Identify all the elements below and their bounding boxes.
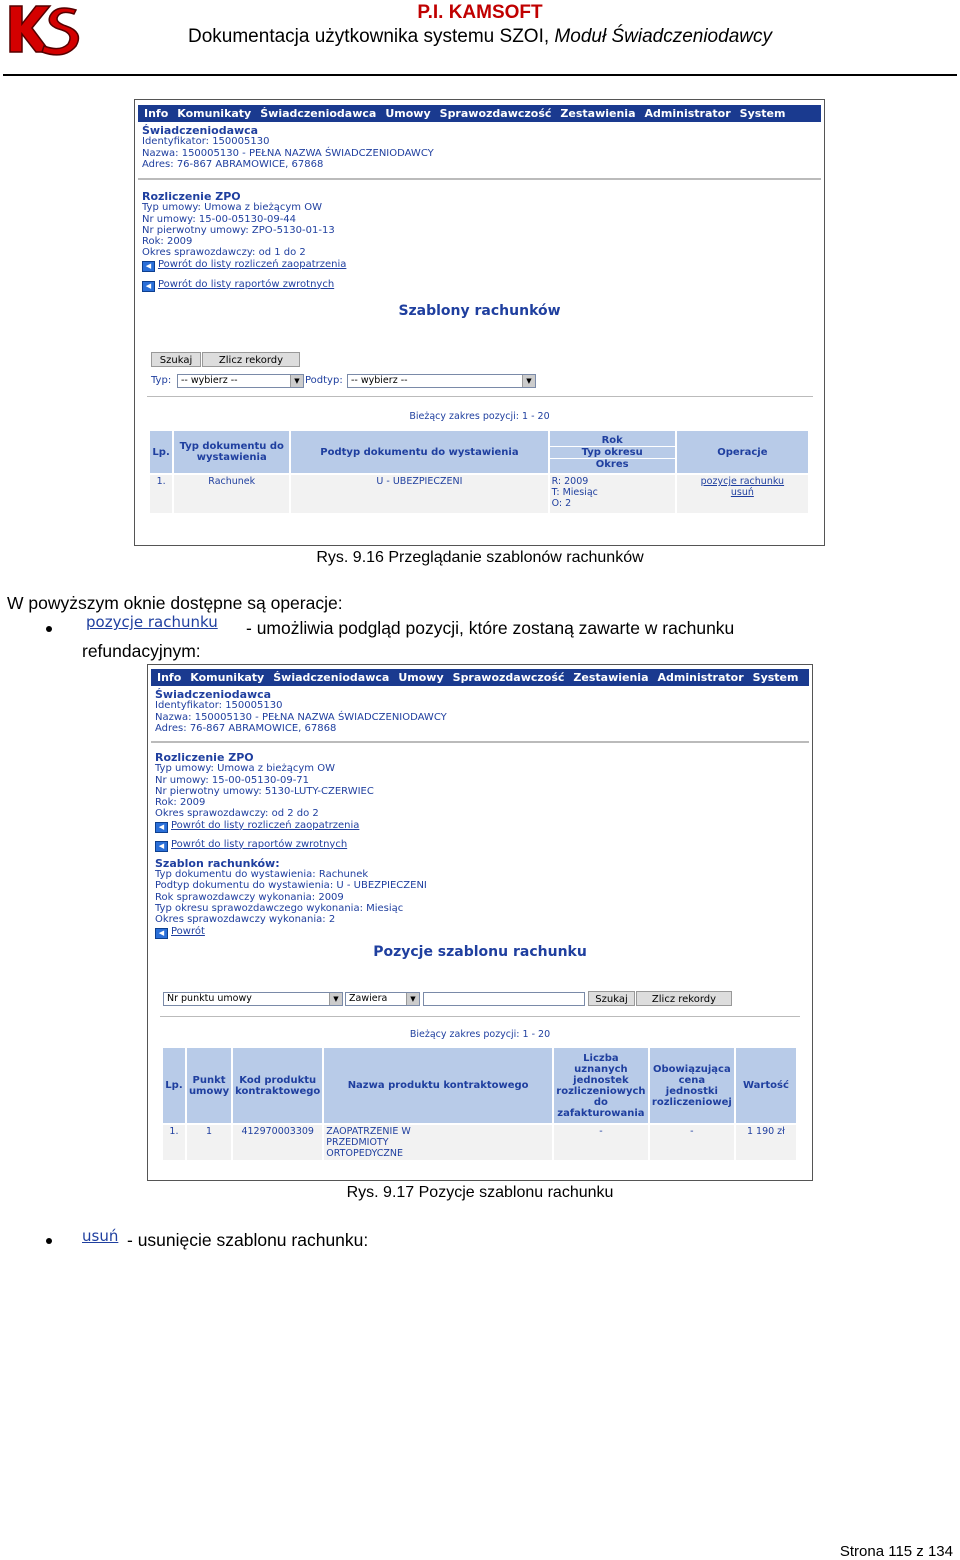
back-to-reports-label: Powrót do listy raportów zwrotnych	[171, 838, 348, 850]
settlement-heading: Rozliczenie ZPO	[155, 751, 254, 764]
contract-number: Nr umowy: 15-00-05130-09-71	[155, 774, 310, 786]
document-title-main: Dokumentacja użytkownika systemu SZOI,	[188, 26, 555, 47]
document-title	[0, 26, 960, 48]
chevron-down-icon: ▼	[329, 993, 342, 1005]
cell-nazwa: ZAOPATRZENIE W PRZEDMIOTY ORTOPEDYCZNE	[324, 1125, 552, 1160]
back-to-settlements-link[interactable]	[155, 820, 427, 833]
col-podtyp-dokumentu: Podtyp dokumentu do wystawienia	[291, 431, 547, 473]
filter-divider	[147, 396, 813, 397]
contract-number: Nr umowy: 15-00-05130-09-44	[142, 213, 297, 225]
cell-typ: Rachunek	[174, 475, 289, 513]
provider-id: Identyfikator: 150005130	[142, 136, 270, 148]
menu-item-umowy[interactable]: Umowy	[398, 671, 444, 684]
back-arrow-icon: ◀	[155, 822, 168, 833]
year: Rok: 2009	[142, 236, 193, 248]
provider-info	[142, 125, 434, 170]
settlement-info	[142, 191, 346, 292]
col-rok-typ-okres	[550, 431, 675, 473]
col-okres: Okres	[595, 458, 629, 470]
type-filter-value: -- wybierz --	[181, 375, 238, 386]
menu-item-system[interactable]: System	[752, 671, 799, 684]
filter-divider	[160, 1016, 800, 1017]
col-rok: Rok	[550, 435, 675, 447]
operator-select-value: Zawiera	[349, 993, 388, 1004]
search-button[interactable]: Szukaj	[588, 991, 635, 1006]
usun-link[interactable]: usuń	[730, 487, 754, 498]
bullet2-description: - usunięcie szablonu rachunku:	[127, 1230, 369, 1250]
range-info: Bieżący zakres pozycji: 1 - 20	[409, 411, 550, 422]
subtype-filter-label: Podtyp:	[305, 375, 343, 386]
page-title: Szablony rachunków	[398, 303, 561, 319]
menu-item-umowy[interactable]: Umowy	[385, 107, 431, 120]
template-heading: Szablon rachunków:	[155, 856, 280, 870]
cell-podtyp: U - UBEZPIECZENI	[291, 475, 547, 513]
usun-inline-link: usuń	[82, 1227, 119, 1245]
col-wartosc: Wartość	[736, 1048, 796, 1123]
chevron-down-icon: ▼	[290, 375, 303, 387]
type-filter-label: Typ:	[151, 375, 172, 386]
search-button[interactable]: Szukaj	[151, 352, 201, 367]
provider-id: Identyfikator: 150005130	[155, 700, 283, 712]
main-menu	[138, 105, 821, 122]
menu-item-sprawozdawczosc[interactable]: Sprawozdawczość	[439, 107, 552, 120]
original-contract-number: Nr pierwotny umowy: ZPO-5130-01-13	[142, 224, 335, 236]
reporting-period: Okres sprawozdawczy: od 2 do 2	[155, 808, 319, 820]
section-divider	[138, 178, 821, 180]
back-to-settlements-label: Powrót do listy rozliczeń zaopatrzenia	[158, 258, 347, 270]
year: Rok: 2009	[155, 797, 206, 809]
menu-item-komunikaty[interactable]: Komunikaty	[190, 671, 265, 684]
menu-item-info[interactable]: Info	[157, 671, 182, 684]
back-to-reports-label: Powrót do listy raportów zwrotnych	[158, 278, 335, 290]
screenshot-pozycje	[147, 664, 813, 1181]
table-row	[163, 1125, 796, 1160]
template-doc-subtype: Podtyp dokumentu do wystawienia: U - UBEZPIECZENI	[155, 880, 427, 892]
operator-select[interactable]	[345, 992, 420, 1006]
intro-paragraph: W powyższym oknie dostępne są operacje:	[7, 593, 343, 613]
bullet-dot	[46, 1238, 52, 1244]
col-nazwa-produktu: Nazwa produktu kontraktowego	[324, 1048, 552, 1123]
back-arrow-icon: ◀	[142, 261, 155, 272]
settlement-heading: Rozliczenie ZPO	[142, 190, 241, 203]
bullet1-description: - umożliwia podgląd pozycji, które zostaną zawarte w rachunku	[246, 618, 735, 638]
cell-typ-okresu: T: Miesiąc	[551, 487, 598, 498]
bullet1-continuation: refundacyjnym:	[82, 641, 201, 661]
back-to-settlements-link[interactable]	[142, 259, 346, 272]
provider-name: Nazwa: 150005130 - PEŁNA NAZWA ŚWIADCZENIODAWCY	[142, 147, 434, 159]
template-year: Rok sprawozdawczy wykonania: 2009	[155, 891, 344, 903]
reporting-period: Okres sprawozdawczy: od 1 do 2	[142, 247, 306, 259]
cell-cena: -	[650, 1125, 734, 1160]
pozycje-rachunku-link[interactable]: pozycje rachunku	[700, 476, 785, 487]
subtype-filter-select[interactable]	[347, 374, 536, 388]
document-title-module: Moduł Świadczeniodawcy	[554, 26, 772, 47]
menu-item-komunikaty[interactable]: Komunikaty	[177, 107, 252, 120]
contract-type: Typ umowy: Umowa z bieżącym OW	[155, 763, 335, 775]
settlement-info	[155, 752, 427, 939]
menu-item-sprawozdawczosc[interactable]: Sprawozdawczość	[452, 671, 565, 684]
cell-liczba: -	[554, 1125, 648, 1160]
positions-table	[161, 1046, 798, 1162]
col-lp: Lp.	[150, 431, 172, 473]
table-header-row	[163, 1048, 796, 1123]
type-filter-select[interactable]	[177, 374, 304, 388]
menu-item-zestawienia[interactable]: Zestawienia	[573, 671, 649, 684]
contract-type: Typ umowy: Umowa z bieżącym OW	[142, 202, 322, 214]
col-operacje: Operacje	[677, 431, 808, 473]
back-arrow-icon: ◀	[155, 928, 168, 939]
back-link[interactable]	[155, 926, 427, 939]
count-records-button[interactable]: Zlicz rekordy	[202, 352, 300, 367]
subtype-filter-value: -- wybierz --	[351, 375, 408, 386]
chevron-down-icon: ▼	[522, 375, 535, 387]
screenshot-szablony	[134, 99, 825, 546]
provider-address: Adres: 76-867 ABRAMOWICE, 67868	[155, 722, 337, 734]
template-period-type: Typ okresu sprawozdawczego wykonania: Miesiąc	[155, 902, 404, 914]
table-header-row	[150, 431, 808, 473]
figure-caption-2: Rys. 9.17 Pozycje szablonu rachunku	[346, 1184, 614, 1201]
search-text-input[interactable]	[423, 992, 585, 1006]
section-divider	[151, 741, 809, 743]
col-typ-okresu: Typ okresu	[550, 447, 675, 459]
back-arrow-icon: ◀	[142, 281, 155, 292]
menu-item-swiadczeniodawca[interactable]: Świadczeniodawca	[273, 671, 390, 684]
menu-item-administrator[interactable]: Administrator	[657, 671, 744, 684]
pozycje-rachunku-inline-link: pozycje rachunku	[86, 613, 218, 631]
col-liczba-jednostek: Liczba uznanych jednostek rozliczeniowych do zafakturowania	[554, 1048, 648, 1123]
back-arrow-icon: ◀	[155, 841, 168, 852]
provider-address: Adres: 76-867 ABRAMOWICE, 67868	[142, 158, 324, 170]
menu-item-system[interactable]: System	[739, 107, 786, 120]
original-contract-number: Nr pierwotny umowy: 5130-LUTY-CZERWIEC	[155, 785, 374, 797]
menu-item-zestawienia[interactable]: Zestawienia	[560, 107, 636, 120]
cell-punkt: 1	[187, 1125, 231, 1160]
menu-item-administrator[interactable]: Administrator	[644, 107, 731, 120]
figure-caption-1: Rys. 9.16 Przeglądanie szablonów rachunków	[316, 549, 644, 566]
cell-lp: 1.	[150, 475, 172, 513]
back-label: Powrót	[171, 925, 205, 937]
header-divider	[3, 74, 957, 76]
menu-item-info[interactable]: Info	[144, 107, 169, 120]
chevron-down-icon: ▼	[406, 993, 419, 1005]
cell-kod: 412970003309	[233, 1125, 322, 1160]
col-kod-produktu: Kod produktu kontraktowego	[233, 1048, 322, 1123]
col-typ-dokumentu: Typ dokumentu do wystawienia	[174, 431, 289, 473]
col-cena-jednostki: Obowiązująca cena jednostki rozliczeniowej	[650, 1048, 734, 1123]
cell-operacje	[677, 475, 808, 513]
count-records-button[interactable]: Zlicz rekordy	[636, 991, 732, 1006]
cell-rok: R: 2009	[551, 476, 589, 487]
bullet-dot	[46, 626, 52, 632]
main-menu	[151, 669, 809, 686]
provider-heading: Świadczeniodawca	[155, 688, 272, 701]
page-number: Strona 115 z 134	[839, 1543, 953, 1560]
template-period: Okres sprawozdawczy wykonania: 2	[155, 914, 336, 926]
template-doc-type: Typ dokumentu do wystawienia: Rachunek	[155, 869, 369, 881]
range-info: Bieżący zakres pozycji: 1 - 20	[409, 1029, 551, 1040]
field-select-value: Nr punktu umowy	[167, 993, 252, 1004]
page-title: Pozycje szablonu rachunku	[373, 944, 587, 960]
templates-table	[148, 429, 810, 515]
cell-lp: 1.	[163, 1125, 185, 1160]
table-row	[150, 475, 808, 513]
col-lp: Lp.	[163, 1048, 185, 1123]
company-name: P.I. KAMSOFT	[417, 2, 543, 23]
back-to-settlements-label: Powrót do listy rozliczeń zaopatrzenia	[171, 819, 360, 831]
provider-heading: Świadczeniodawca	[142, 124, 259, 137]
cell-okres: O: 2	[551, 498, 572, 509]
field-select[interactable]	[163, 992, 343, 1006]
cell-rok-typ-okres	[550, 475, 675, 513]
back-to-reports-link[interactable]	[155, 839, 427, 852]
provider-info	[155, 689, 447, 734]
col-punkt-umowy: Punkt umowy	[187, 1048, 231, 1123]
provider-name: Nazwa: 150005130 - PEŁNA NAZWA ŚWIADCZENIODAWCY	[155, 711, 447, 723]
menu-item-swiadczeniodawca[interactable]: Świadczeniodawca	[260, 107, 377, 120]
cell-wartosc: 1 190 zł	[736, 1125, 796, 1160]
back-to-reports-link[interactable]	[142, 279, 346, 292]
